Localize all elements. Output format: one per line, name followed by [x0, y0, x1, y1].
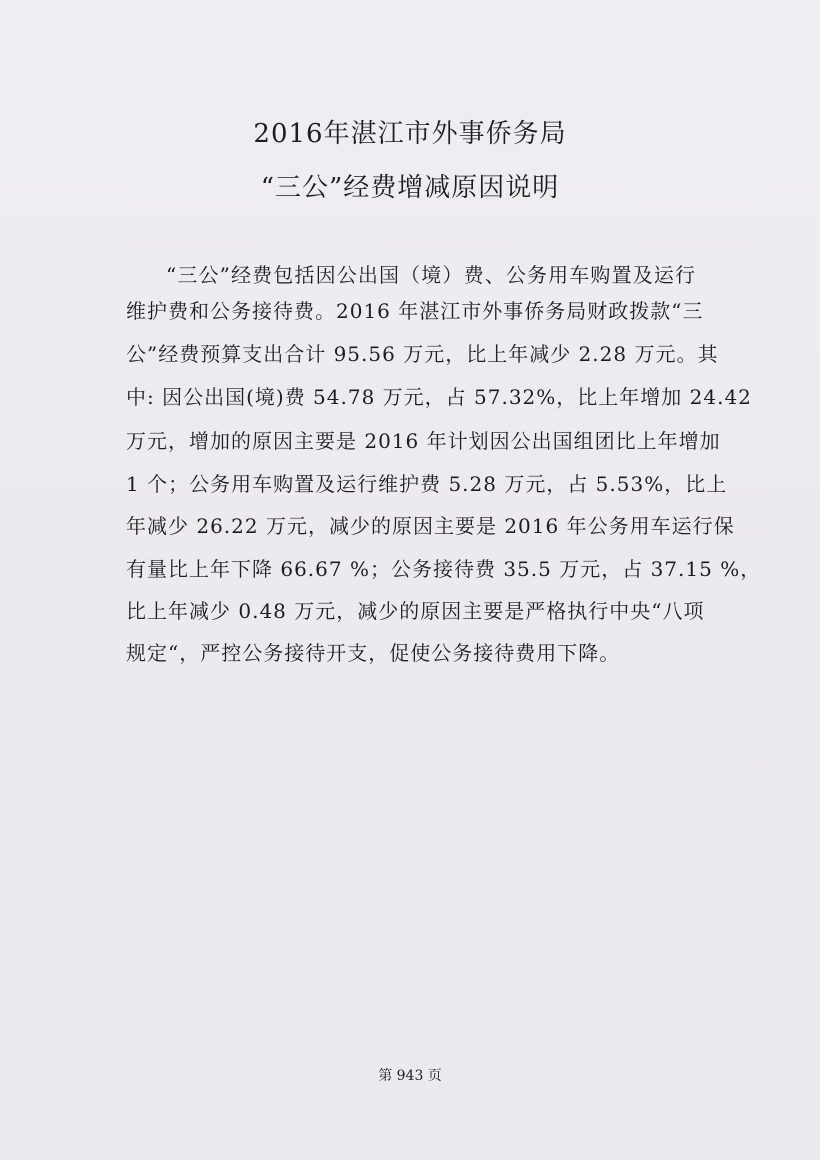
paragraph-line-10: 规定“，严控公务接待开支，促使公务接待费用下降。: [126, 641, 621, 665]
paragraph-line-6: 1 个；公务用车购置及运行维护费 5.28 万元，占 5.53%，比上: [126, 472, 728, 496]
document-title-line-1: 2016年湛江市外事侨务局: [253, 119, 567, 149]
paragraph-line-8: 有量比上年下降 66.67 %；公务接待费 35.5 万元，占 37.15 %，: [126, 557, 762, 581]
document-title-line-2: “三公”经费增减原因说明: [260, 173, 560, 203]
page-number: 第 943 页: [378, 1068, 442, 1084]
paragraph-line-5: 万元，增加的原因主要是 2016 年计划因公出国组团比上年增加: [126, 429, 721, 453]
paragraph-line-7: 年减少 26.22 万元，减少的原因主要是 2016 年公务用车运行保: [126, 514, 735, 538]
paragraph-line-2: 维护费和公务接待费。2016 年湛江市外事侨务局财政拨款“三: [126, 299, 704, 323]
paragraph-line-3: 公”经费预算支出合计 95.56 万元，比上年减少 2.28 万元。其: [126, 342, 719, 366]
paragraph-line-4: 中: 因公出国(境)费 54.78 万元，占 57.32%，比上年增加 24.42: [126, 385, 752, 409]
paragraph-line-9: 比上年减少 0.48 万元，减少的原因主要是严格执行中央“八项: [126, 599, 705, 623]
paragraph-line-1: “三公”经费包括因公出国（境）费、公务用车购置及运行: [166, 263, 696, 287]
